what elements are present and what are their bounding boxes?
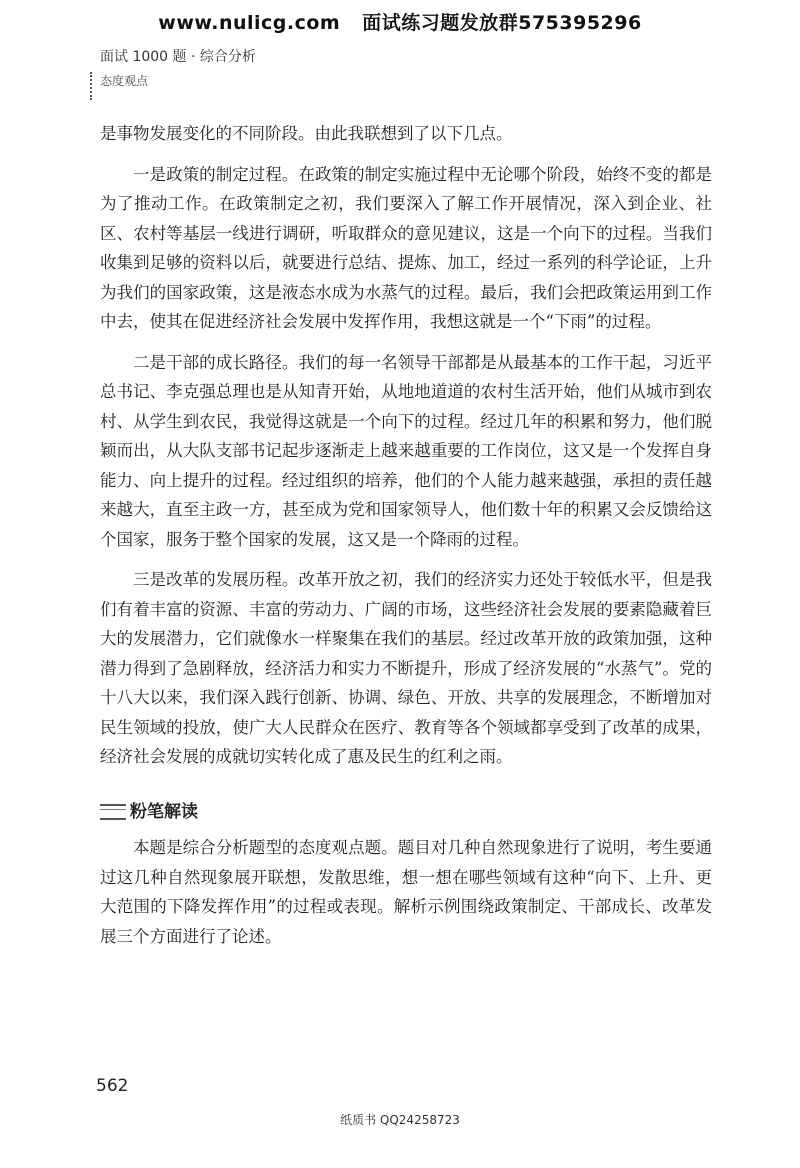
- commentary-heading-label: 粉笔解读: [130, 801, 198, 822]
- commentary-heading: [100, 798, 712, 828]
- intro-paragraph: 是事物发展变化的不同阶段。由此我联想到了以下几点。: [100, 124, 513, 143]
- margin-rule: [90, 72, 92, 100]
- watermark-group: 面试练习题发放群575395296: [362, 12, 642, 34]
- watermark-banner: [0, 8, 800, 35]
- watermark-url: www.nulicg.com: [158, 12, 341, 34]
- body-paragraph-reform: 三是改革的发展历程。改革开放之初，我们的经济实力还处于较低水平，但是我们有着丰富的资源、丰富的劳动力、广阔的市场，这些经济社会发展的要素隐藏着巨大的发展潜力，它们就像水一样聚集在我们的基层。经过改革开放的政策加强，这种潜力得到了急剧释放，经济活力和实力不断提升，形成了经济发展的“水蒸气”。党的十八大以来，我们深入践行创新、协调、绿色、开放、共享的发展理念，不断增加对民生领域的投放，使广大人民群众在医疗、教育等各个领域都享受到了改革的成果，经济社会发展的成就切实转化成了惠及民生的红利之雨。: [100, 570, 712, 766]
- page-content: [100, 119, 712, 962]
- footer-stamp: 纸质书 QQ24258723: [340, 1113, 460, 1127]
- commentary-paragraph: 本题是综合分析题型的态度观点题。题目对几种自然现象进行了说明，考生要通过这几种自然现象展开联想，发散思维，想一想在哪些领域有这种“向下、上升、更大范围的下降发挥作用”的过程或表现。解析示例围绕政策制定、干部成长、改革发展三个方面进行了论述。: [100, 838, 712, 946]
- book-title: 面试 1000 题 · 综合分析: [100, 49, 256, 65]
- page-number: 562: [96, 1076, 129, 1096]
- heading-marker-icon: [100, 804, 126, 820]
- body-paragraph-cadre: 二是干部的成长路径。我们的每一名领导干部都是从最基本的工作干起，习近平总书记、李克强总理也是从知青开始，从地地道道的农村生活开始，他们从城市到农村、从学生到农民，我觉得这就是一个向下的过程。经过几年的积累和努力，他们脱颖而出，从大队支部书记起步逐渐走上越来越重要的工作岗位，这又是一个发挥自身能力、向上提升的过程。经过组织的培养，他们的个人能力越来越强，承担的责任越来越大，直至主政一方，甚至成为党和国家领导人，他们数十年的积累又会反馈给这个国家，服务于整个国家的发展，这又是一个降雨的过程。: [100, 352, 712, 549]
- body-paragraph-policy: 一是政策的制定过程。在政策的制定实施过程中无论哪个阶段，始终不变的都是为了推动工作。在政策制定之初，我们要深入了解工作开展情况，深入到企业、社区、农村等基层一线进行调研，听取群众的意见建议，这是一个向下的过程。当我们收集到足够的资料以后，就要进行总结、提炼、加工，经过一系列的科学论证，上升为我们的国家政策，这是液态水成为水蒸气的过程。最后，我们会把政策运用到工作中去，使其在促进经济社会发展中发挥作用，我想这就是一个“下雨”的过程。: [100, 164, 712, 331]
- section-tag: 态度观点: [100, 74, 149, 88]
